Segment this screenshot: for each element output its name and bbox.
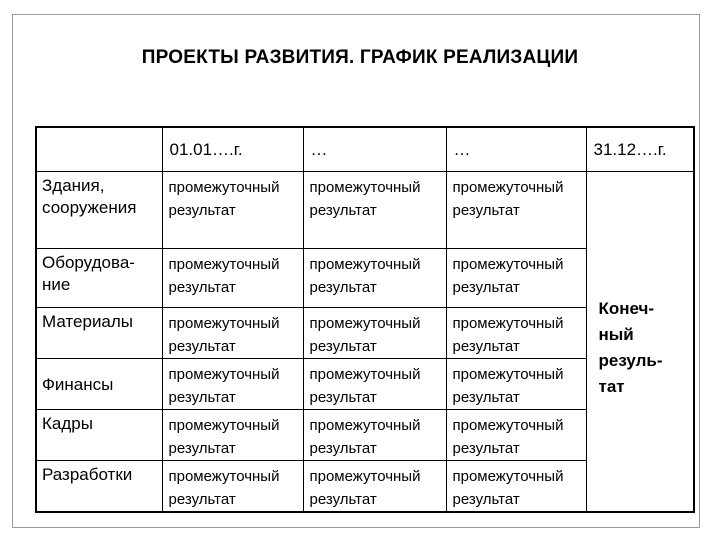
milestone-cell: промежуточный результат	[303, 248, 446, 307]
milestone-cell: промежуточный результат	[162, 307, 303, 358]
milestone-cell: промежуточный результат	[162, 171, 303, 248]
table-row	[36, 171, 694, 248]
final-result-cell: Конеч- ный резуль- тат	[586, 171, 694, 512]
milestone-cell: промежуточный результат	[446, 460, 586, 512]
header-ellipsis-1: …	[303, 127, 446, 171]
milestone-cell: промежуточный результат	[303, 358, 446, 409]
row-label: Здания, сооружения	[36, 171, 162, 248]
milestone-cell: промежуточный результат	[303, 409, 446, 460]
milestone-cell: промежуточный результат	[446, 409, 586, 460]
page-title: ПРОЕКТЫ РАЗВИТИЯ. ГРАФИК РЕАЛИЗАЦИИ	[141, 47, 579, 68]
milestone-cell: промежуточный результат	[446, 307, 586, 358]
milestone-cell: промежуточный результат	[162, 358, 303, 409]
header-start-date: 01.01….г.	[162, 127, 303, 171]
milestone-cell: промежуточный результат	[303, 307, 446, 358]
milestone-cell: промежуточный результат	[162, 409, 303, 460]
header-row	[36, 127, 694, 171]
milestone-cell: промежуточный результат	[303, 171, 446, 248]
milestone-cell: промежуточный результат	[446, 171, 586, 248]
milestone-cell: промежуточный результат	[162, 460, 303, 512]
row-label: Кадры	[36, 409, 162, 460]
header-ellipsis-2: …	[446, 127, 586, 171]
header-end-date: 31.12….г.	[586, 127, 694, 171]
row-label: Оборудова- ние	[36, 248, 162, 307]
header-empty-cell	[36, 127, 162, 171]
milestone-cell: промежуточный результат	[162, 248, 303, 307]
milestone-cell: промежуточный результат	[446, 248, 586, 307]
row-label: Материалы	[36, 307, 162, 358]
milestone-cell: промежуточный результат	[303, 460, 446, 512]
milestone-cell: промежуточный результат	[446, 358, 586, 409]
schedule-table	[35, 126, 695, 513]
row-label: Финансы	[36, 358, 162, 409]
row-label: Разработки	[36, 460, 162, 512]
